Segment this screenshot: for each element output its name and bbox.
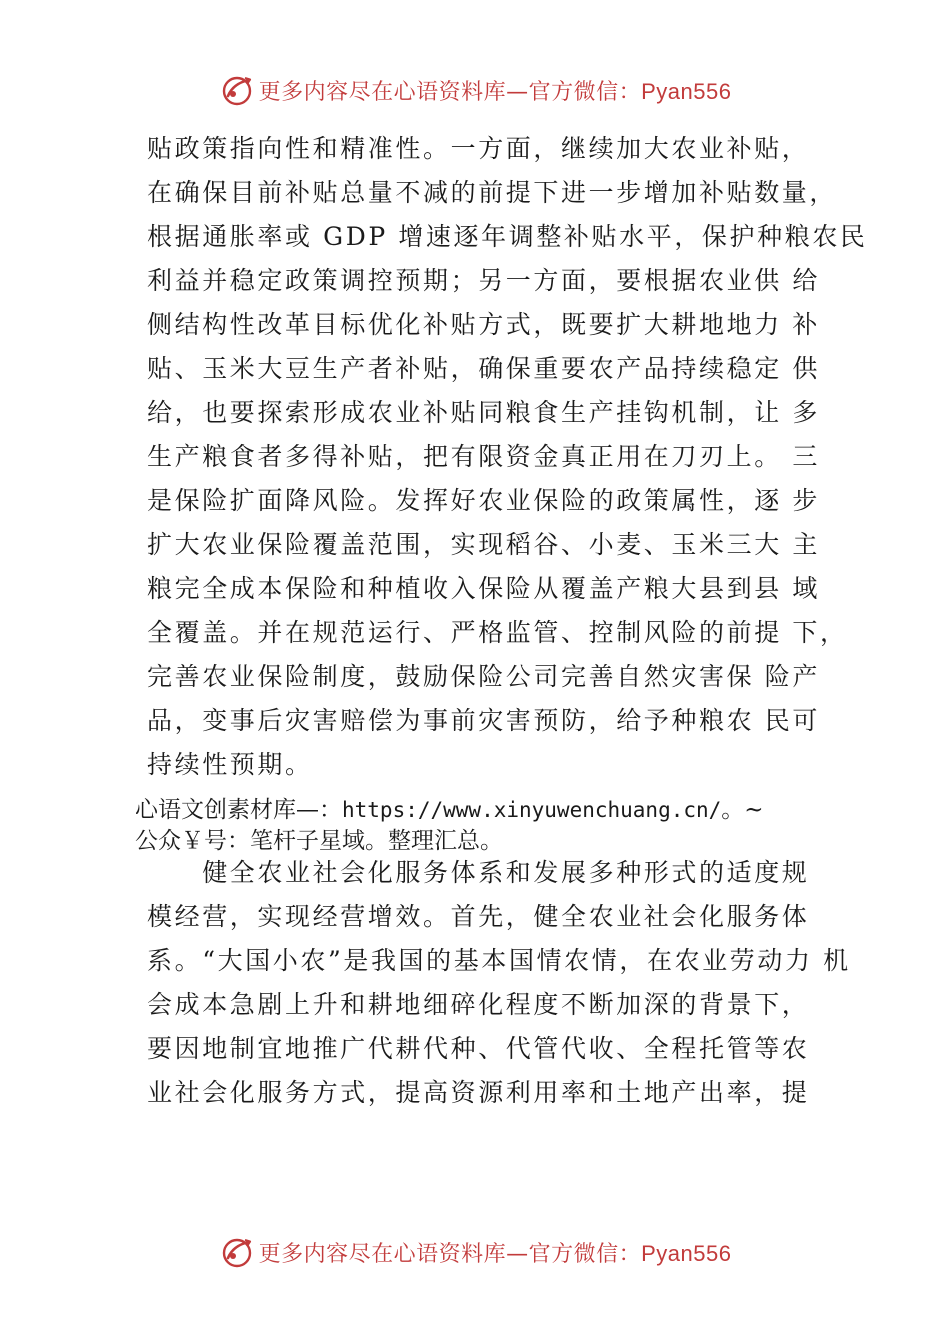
text-line: 完善农业保险制度，鼓励保险公司完善自然灾害保 险产: [147, 662, 820, 691]
text-line: 扩大农业保险覆盖范围，实现稻谷、小麦、玉米三大 主: [147, 530, 820, 559]
text-line: 贴政策指向性和精准性。一方面，继续加大农业补贴，: [147, 134, 810, 163]
text-line: 利益并稳定政策调控预期；另一方面，要根据农业供 给: [147, 266, 820, 295]
paragraph-1: [147, 127, 868, 787]
logo-icon: [219, 1234, 255, 1270]
text-line: 根据通胀率或 GDP 增速逐年调整补贴水平，保护种粮农民: [147, 222, 868, 251]
text-line: 在确保目前补贴总量不减的前提下进一步增加补贴数量，: [147, 178, 838, 207]
text-line: 生产粮食者多得补贴，把有限资金真正用在刀刃上。 三: [147, 442, 820, 471]
source-note: [135, 795, 855, 857]
text-line: 给，也要探索形成农业补贴同粮食生产挂钩机制，让 多: [147, 398, 820, 427]
text-line: 要因地制宜地推广代耕代种、代管代收、全程托管等农: [147, 1034, 810, 1063]
text-line: 持续性预期。: [147, 750, 313, 779]
source-note-line-2: 公众￥号：笔杆子星域。整理汇总。: [135, 828, 503, 854]
source-url: https://www.xinyuwenchuang.cn/: [342, 798, 722, 822]
paragraph-2: [147, 851, 851, 1115]
text-line: 品，变事后灾害赔偿为事前灾害预防，给予种粮农 民可: [147, 706, 820, 735]
text-line: 业社会化服务方式，提高资源利用率和土地产出率，提: [147, 1078, 810, 1107]
text-line: 会成本急剧上升和耕地细碎化程度不断加深的背景下，: [147, 990, 810, 1019]
text-line: 全覆盖。并在规范运行、严格监管、控制风险的前提 下，: [147, 618, 848, 647]
text-line: 系。“大国小农”是我国的基本国情农情，在农业劳动力 机: [147, 946, 851, 975]
text-line: 侧结构性改革目标优化补贴方式，既要扩大耕地地力 补: [147, 310, 820, 339]
header-banner: [0, 70, 950, 110]
logo-icon: [219, 72, 255, 108]
text-line: 健全农业社会化服务体系和发展多种形式的适度规: [147, 858, 810, 887]
footer-banner: [0, 1232, 950, 1272]
text-line: 模经营，实现经营增效。首先，健全农业社会化服务体: [147, 902, 810, 931]
text-line: 是保险扩面降风险。发挥好农业保险的政策属性，逐 步: [147, 486, 820, 515]
footer-banner-text: 更多内容尽在心语资料库—官方微信：Pyan556: [258, 1240, 732, 1267]
text-line: 贴、玉米大豆生产者补贴，确保重要农产品持续稳定 供: [147, 354, 820, 383]
text-line: 粮完全成本保险和种植收入保险从覆盖产粮大县到县 域: [147, 574, 820, 603]
header-banner-text: 更多内容尽在心语资料库—官方微信：Pyan556: [258, 78, 732, 105]
source-note-line-1: 心语文创素材库—：https://www.xinyuwenchuang.cn/。~: [135, 797, 764, 823]
